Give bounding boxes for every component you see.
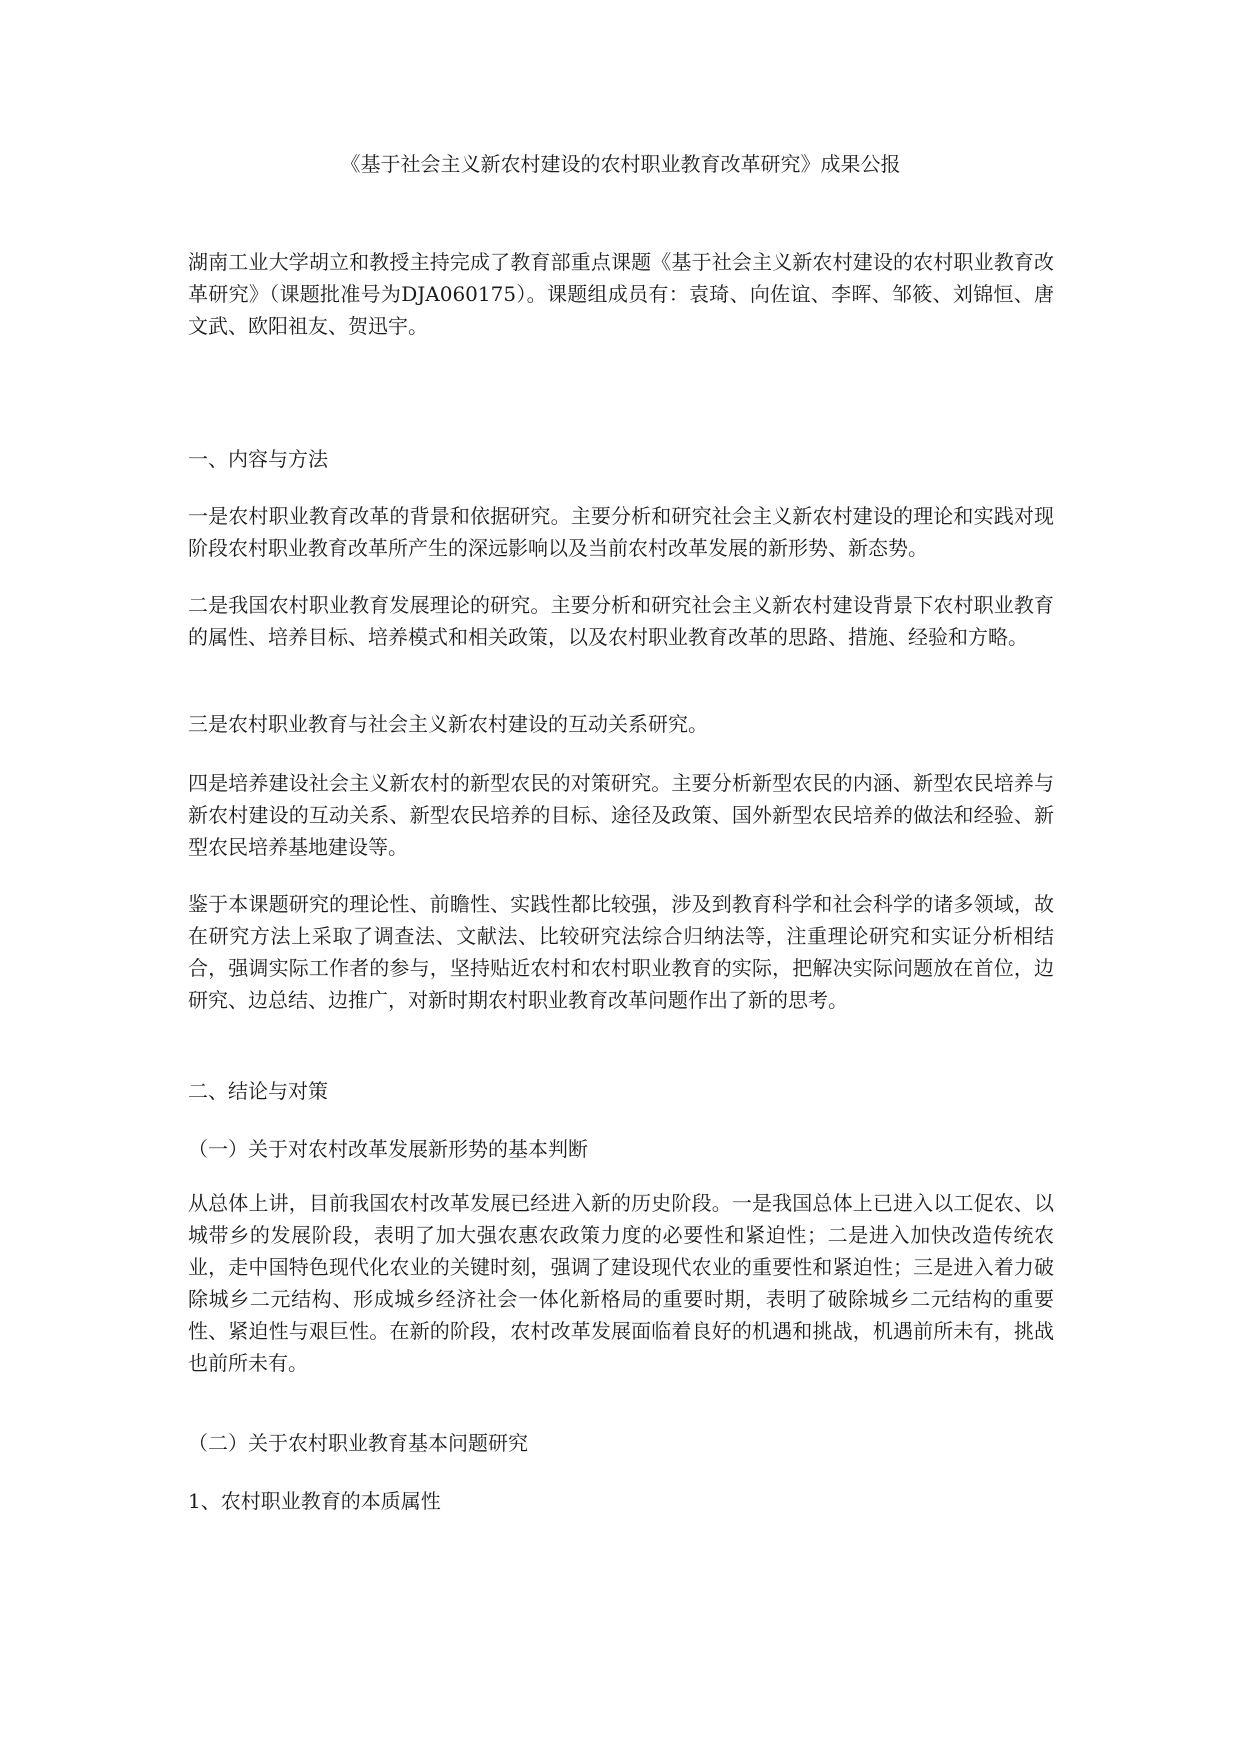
- section-heading-content-methods: 一、内容与方法: [188, 447, 328, 471]
- subsection-heading-1: （一）关于对农村改革发展新形势的基本判断: [188, 1137, 588, 1161]
- document-title: 《基于社会主义新农村建设的农村职业教育改革研究》成果公报: [340, 152, 901, 176]
- section-heading-conclusions: 二、结论与对策: [188, 1079, 328, 1103]
- paragraph-text: 四是培养建设社会主义新农村的新型农民的对策研究。主要分析新型农民的内涵、新型农民培养与新农村建设的互动关系、新型农民培养的目标、途径及政策、国外新型农民培养的做法和经验、新型农民培养基地建设等。: [188, 771, 1054, 859]
- item-heading-1: 1、农村职业教育的本质属性: [188, 1489, 441, 1513]
- body-paragraph-1: [188, 500, 1054, 564]
- intro-text: 湖南工业大学胡立和教授主持完成了教育部重点课题《基于社会主义新农村建设的农村职业教育改革研究》（课题批准号为DJA060175）。课题组成员有：袁琦、向佐谊、李晖、邹筱、刘锦恒、唐文武、欧阳祖友、贺迅宇。: [188, 250, 1054, 338]
- paragraph-text: 二是我国农村职业教育发展理论的研究。主要分析和研究社会主义新农村建设背景下农村职业教育的属性、培养目标、培养模式和相关政策，以及农村职业教育改革的思路、措施、经验和方略。: [188, 593, 1054, 649]
- paragraph-text: 鉴于本课题研究的理论性、前瞻性、实践性都比较强，涉及到教育科学和社会科学的诸多领域，故在研究方法上采取了调查法、文献法、比较研究法综合归纳法等，注重理论研究和实证分析相结合，强调实际工作者的参与，坚持贴近农村和农村职业教育的实际，把解决实际问题放在首位，边研究、边总结、边推广，对新时期农村职业教育改革问题作出了新的思考。: [188, 892, 1054, 1012]
- intro-paragraph: [188, 246, 1054, 342]
- body-paragraph-2: [188, 589, 1054, 653]
- body-paragraph-4: [188, 767, 1054, 863]
- paragraph-text: 三是农村职业教育与社会主义新农村建设的互动关系研究。: [188, 712, 708, 736]
- body-paragraph-3: [188, 708, 1054, 740]
- paragraph-text: 从总体上讲，目前我国农村改革发展已经进入新的历史阶段。一是我国总体上已进入以工促农、以城带乡的发展阶段，表明了加大强农惠农政策力度的必要性和紧迫性；二是进入加快改造传统农业，走中国特色现代化农业的关键时刻，强调了建设现代农业的重要性和紧迫性；三是进入着力破除城乡二元结构、形成城乡经济社会一体化新格局的重要时期，表明了破除城乡二元结构的重要性、紧迫性与艰巨性。在新的阶段，农村改革发展面临着良好的机遇和挑战，机遇前所未有，挑战也前所未有。: [188, 1191, 1054, 1375]
- subsection-heading-2: （二）关于农村职业教育基本问题研究: [188, 1431, 528, 1455]
- paragraph-text: 一是农村职业教育改革的背景和依据研究。主要分析和研究社会主义新农村建设的理论和实践对现阶段农村职业教育改革所产生的深远影响以及当前农村改革发展的新形势、新态势。: [188, 504, 1054, 560]
- body-paragraph-5: [188, 888, 1054, 1016]
- body-paragraph-6: [188, 1187, 1054, 1379]
